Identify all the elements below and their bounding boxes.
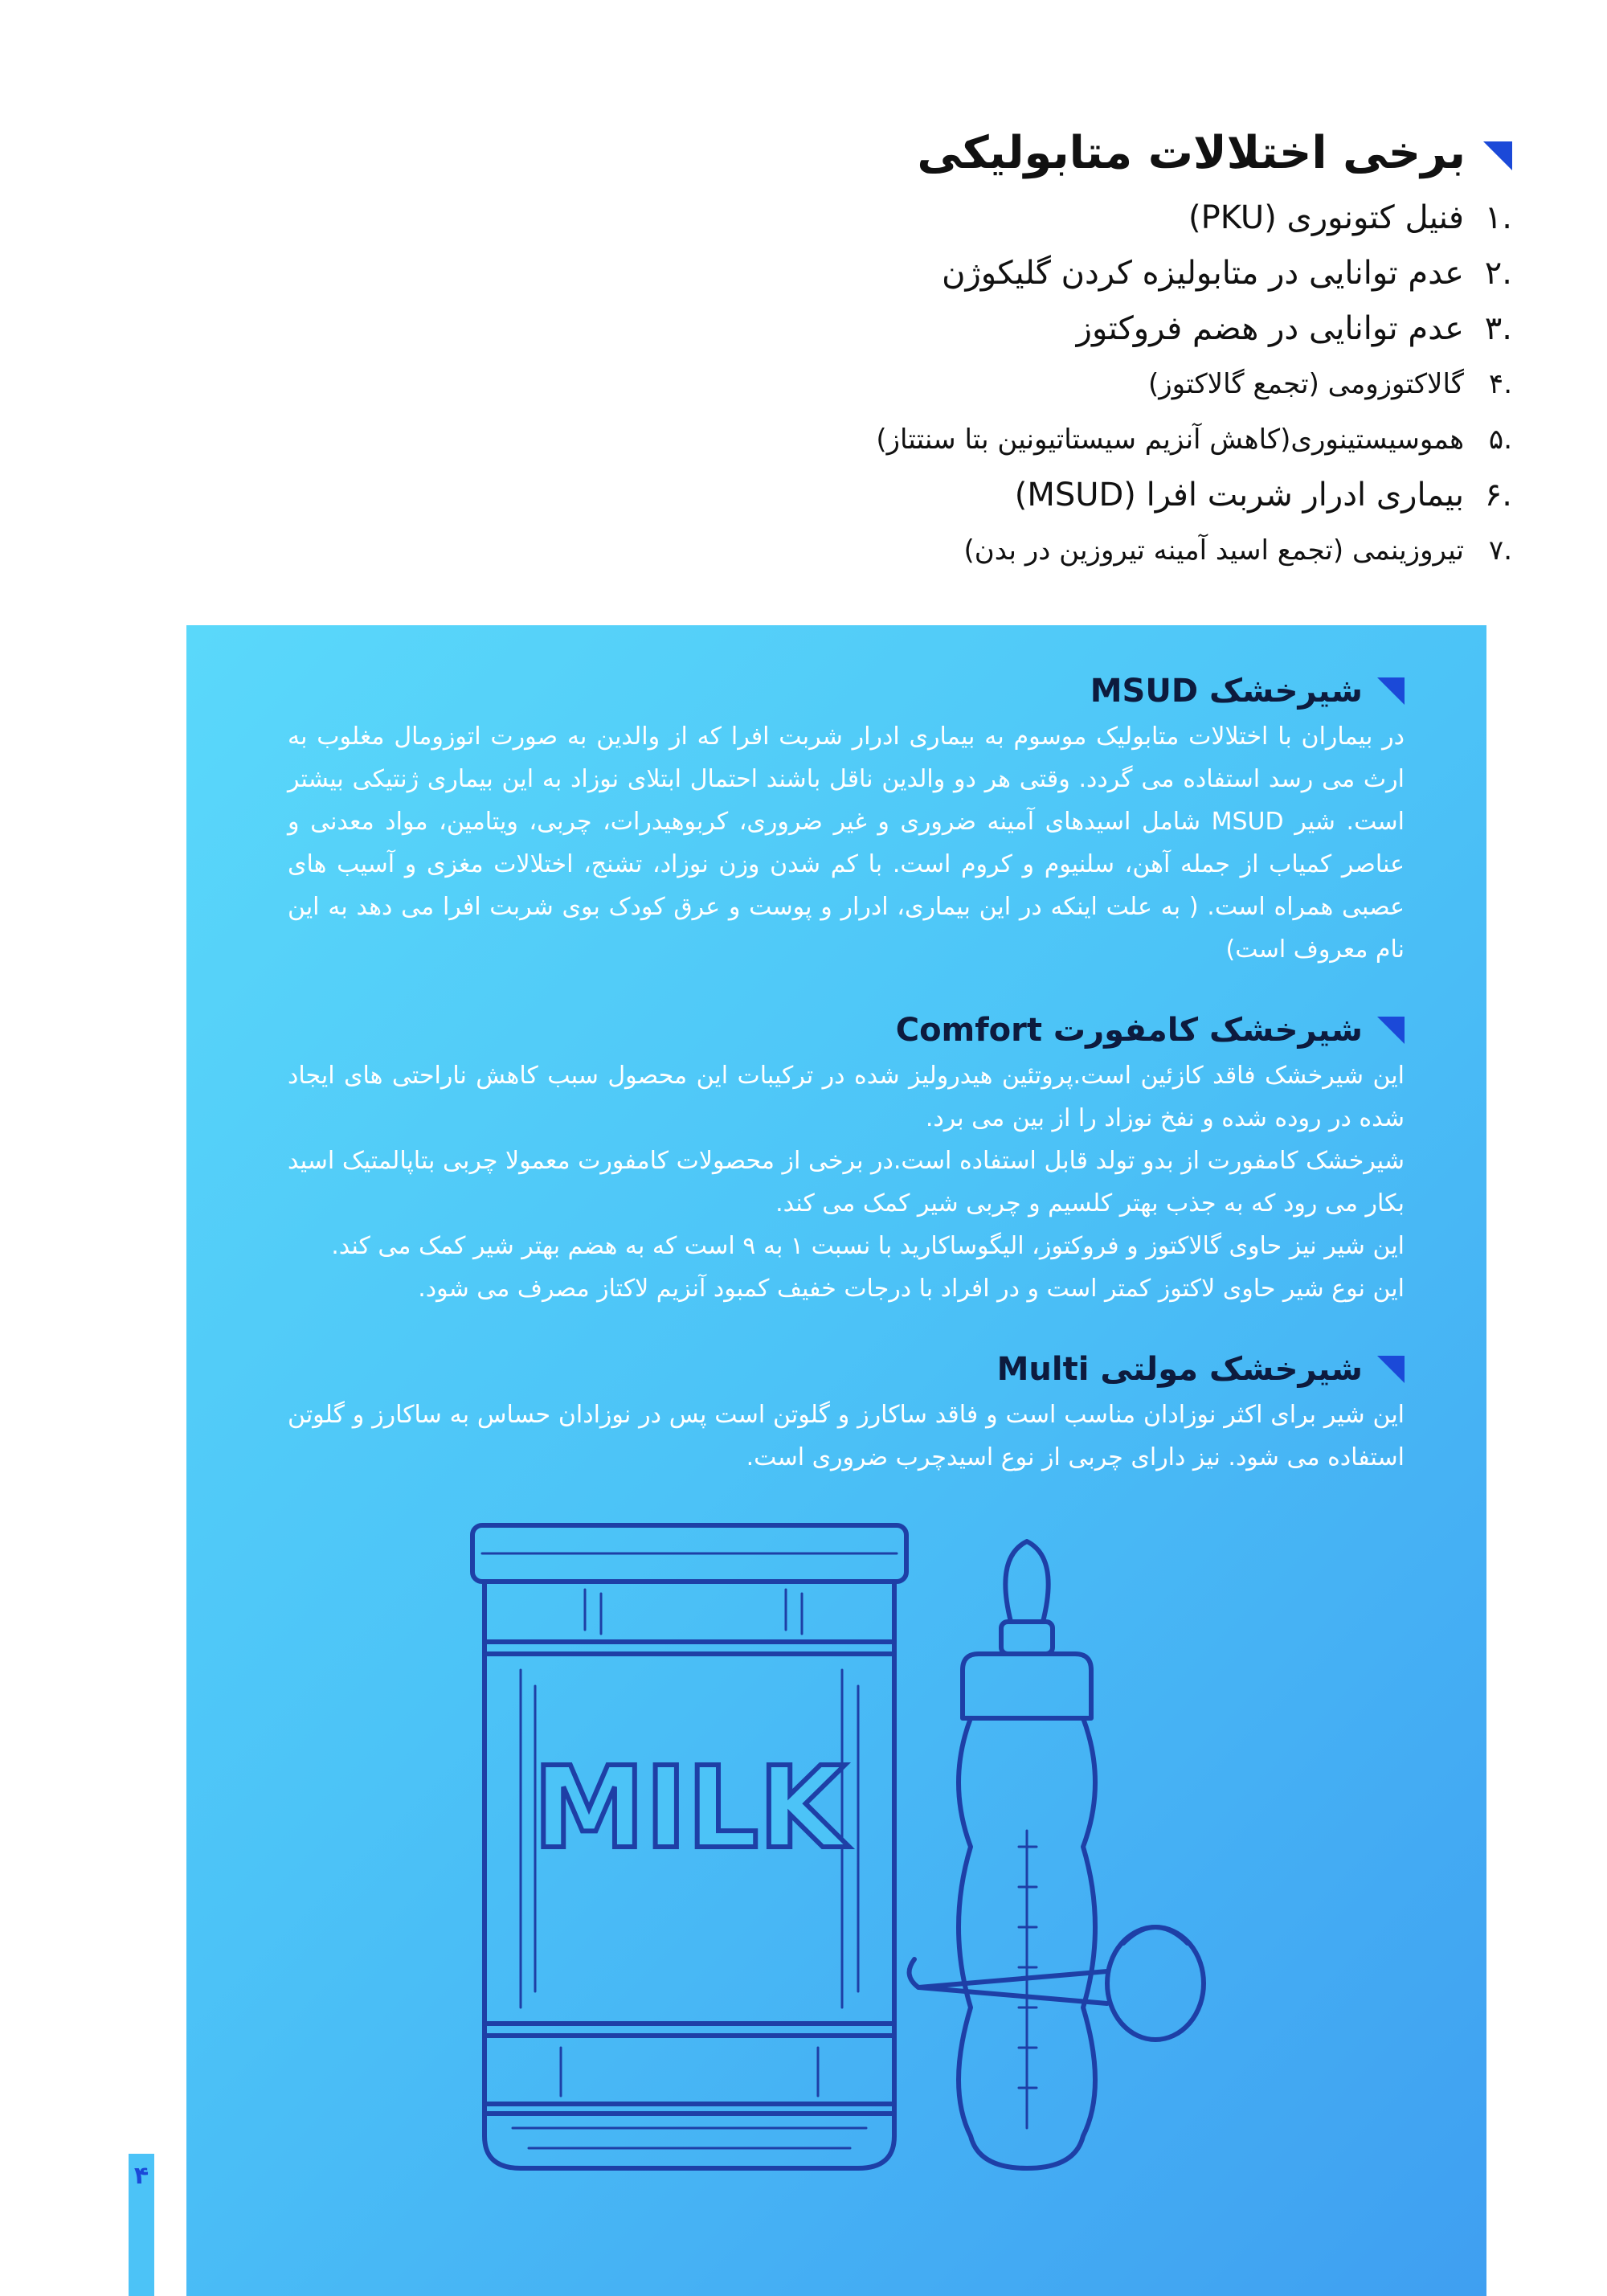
section-msud	[288, 667, 1405, 971]
item-text: هموسیستینوری(کاهش آنزیم سیستاتیونین بتا سنتتاز)	[876, 423, 1464, 456]
section-heading	[288, 667, 1405, 715]
list-item	[387, 301, 1512, 356]
scoop-icon	[910, 1927, 1204, 2040]
list-item	[387, 467, 1512, 522]
paragraph: شیرخشک کامفورت از بدو تولد قابل استفاده است.در برخی از محصولات کامفورت معمولا چربی بتاپالمتیک اسید بکار می رود که به جذب بهتر کلسیم و چربی شیر کمک می کند.	[288, 1147, 1405, 1218]
item-text: گالاکتوزومی (تجمع گالاکتوز)	[1147, 367, 1464, 400]
triangle-bullet-icon	[1377, 1356, 1405, 1383]
metabolic-disorders-header	[387, 121, 1512, 578]
item-text: عدم توانایی در متابولیزه کردن گلیکوژن	[942, 254, 1464, 292]
triangle-bullet-icon	[1483, 141, 1512, 170]
list-item	[387, 356, 1512, 411]
paragraph: این شیرخشک فاقد کازئین است.پروتئین هیدرولیز شده در ترکیبات این محصول سبب کاهش ناراحتی های ایجاد شده در روده شده و نفخ نوزاد را از بین می برد.	[288, 1062, 1405, 1132]
item-text: عدم توانایی در هضم فروکتوز	[1076, 309, 1464, 347]
item-number: .۶	[1484, 476, 1512, 514]
item-number: .۱	[1484, 198, 1512, 236]
page-title: برخی اختلالات متابولیکی	[917, 126, 1466, 179]
item-number: .۳	[1484, 309, 1512, 347]
baby-bottle-icon	[959, 1541, 1095, 2168]
section-title: شیرخشک MSUD	[1090, 673, 1363, 710]
heading-row	[387, 121, 1512, 185]
list-item	[387, 522, 1512, 578]
paragraph: در بیماران با اختلالات متابولیک موسوم به بیماری ادرار شربت افرا که از والدین به صورت اتوزومال مغلوب به ارث می رسد استفاده می گردد. وقتی هر دو والدین ناقل باشند احتمال ابتلای نوزاد به این بیماری ژنتیکی بیشتر است. شیر MSUD شامل اسیدهای آمینه ضروری و غیر ضروری، کربوهیدرات، چربی، ویتامین، مواد معدنی و عناصر کمیاب از جمله آهن، سلنیوم و کروم است. با کم شدن وزن نوزاد، تشنج، اختلالات مغزی و آسیب های عصبی همراه است. ( به علت اینکه در این بیماری، ادرار و پوست و عرق کودک بوی شربت افرا می دهد به این نام معروف است)	[288, 722, 1405, 964]
paragraph: این شیر نیز حاوی گالاکتوز و فروکتوز، الیگوساکارید با نسبت ۱ به ۹ است که به هضم بهتر شیر کمک می کند.	[331, 1232, 1405, 1260]
section-title: شیرخشک کامفورت Comfort	[895, 1012, 1363, 1049]
section-multi	[288, 1345, 1405, 1479]
triangle-bullet-icon	[1377, 677, 1405, 705]
section-body	[288, 1394, 1405, 1479]
section-comfort	[288, 1006, 1405, 1310]
item-number: .۷	[1488, 534, 1512, 567]
item-number: .۲	[1484, 254, 1512, 292]
section-body	[288, 715, 1405, 971]
disorder-list	[387, 190, 1512, 578]
item-number: .۴	[1488, 367, 1512, 400]
section-title: شیرخشک مولتی Multi	[996, 1351, 1363, 1388]
formula-info-panel	[186, 625, 1486, 2296]
list-item	[387, 411, 1512, 467]
milk-can-and-bottle-illustration	[464, 1509, 1268, 2273]
section-heading	[288, 1006, 1405, 1054]
section-heading	[288, 1345, 1405, 1394]
item-text: تیروزینمی (تجمع اسید آمینه تیروزین در بدن)	[963, 534, 1464, 567]
section-body	[288, 1054, 1405, 1310]
item-number: .۵	[1488, 423, 1512, 456]
list-item	[387, 190, 1512, 245]
item-text: فنیل کتونوری (PKU)	[1188, 198, 1464, 236]
item-text: بیماری ادرار شربت افرا (MSUD)	[1014, 476, 1464, 514]
triangle-bullet-icon	[1377, 1017, 1405, 1044]
paragraph: این شیر برای اکثر نوزادان مناسب است و فاقد ساکارز و گلوتن است پس در نوزادان حساس به ساکارز و گلوتن استفاده می شود. نیز دارای چربی از نوع اسیدچرب ضروری است.	[288, 1401, 1405, 1471]
list-item	[387, 245, 1512, 301]
can-label: MILK	[533, 1743, 846, 1874]
paragraph: این نوع شیر حاوی لاکتوز کمتر است و در افراد با درجات خفیف کمبود آنزیم لاکتاز مصرف می شود.	[418, 1275, 1405, 1303]
page-number: ۴	[133, 2162, 149, 2190]
